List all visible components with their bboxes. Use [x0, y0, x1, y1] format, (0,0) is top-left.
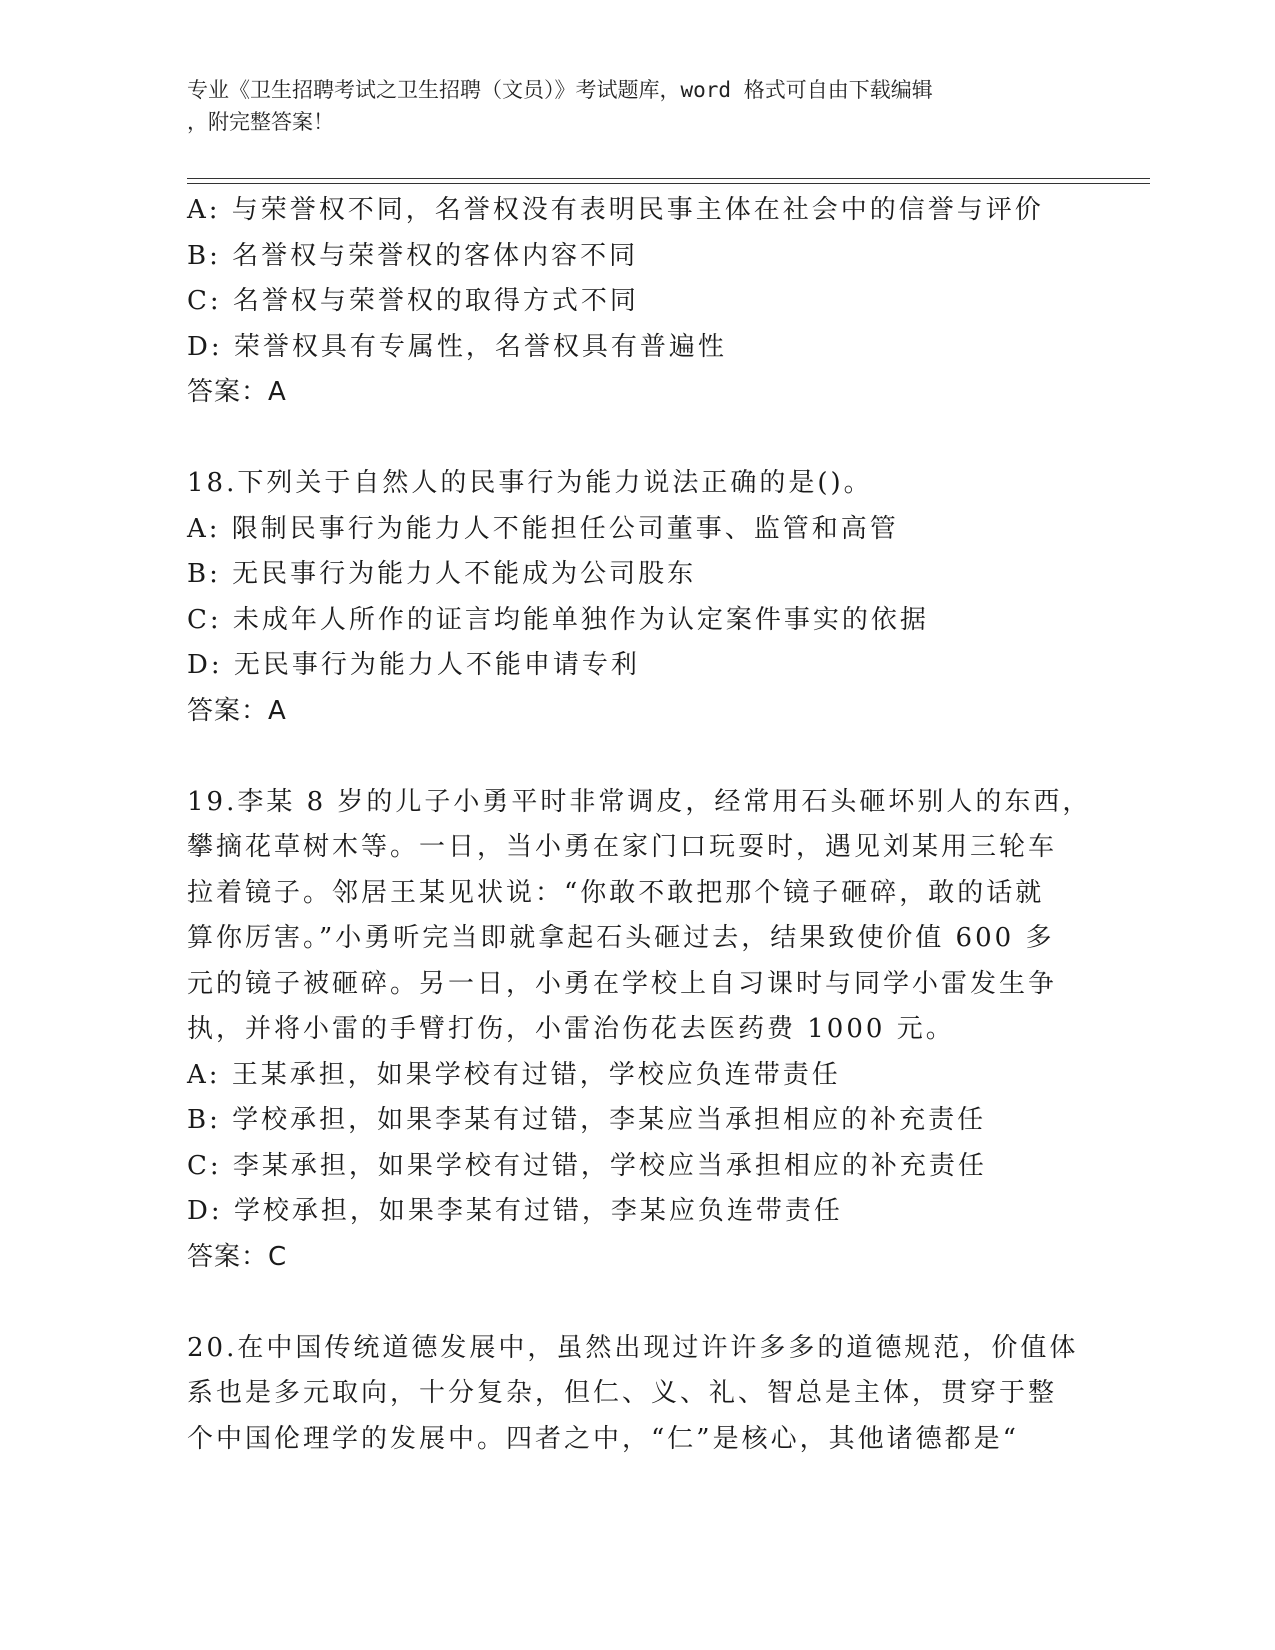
question-20: [187, 1326, 1087, 1463]
header-line-2: ，附完整答案！: [187, 110, 334, 134]
option-b: B: 学校承担，如果李某有过错，李某应当承担相应的补充责任: [187, 1105, 987, 1135]
option-a: A: 王某承担，如果学校有过错，学校应负连带责任: [187, 1059, 841, 1090]
spacer: [187, 416, 1087, 462]
answer: 答案：A: [187, 377, 287, 407]
question-19: [187, 780, 1092, 1281]
question-18: [187, 461, 1087, 734]
option-c: C: 未成年人所作的证言均能单独作为认定案件事实的依据: [187, 604, 929, 635]
option-d: D: 学校承担，如果李某有过错，李某应负连带责任: [187, 1196, 843, 1226]
option-b: B: 名誉权与荣誉权的客体内容不同: [187, 240, 639, 271]
header-divider-top: [187, 178, 1150, 179]
question-stem-line: 系也是多元取向，十分复杂，但仁、义、礼、智总是主体，贯穿于整: [187, 1378, 1058, 1408]
header-divider-bottom: [187, 183, 1150, 184]
document-body: [187, 188, 1092, 1462]
question-stem-line: 攀摘花草树木等。一日，当小勇在家门口玩耍时，遇见刘某用三轮车: [187, 832, 1058, 862]
question-stem: 18.下列关于自然人的民事行为能力说法正确的是()。: [187, 468, 873, 498]
option-c: C: 李某承担，如果学校有过错，学校应当承担相应的补充责任: [187, 1150, 987, 1181]
question-stem-line: 执，并将小雷的手臂打伤，小雷治伤花去医药费 1000 元。: [187, 1014, 955, 1044]
spacer: [187, 734, 1087, 780]
question-17: [187, 188, 1087, 416]
spacer: [187, 1280, 1087, 1326]
option-a: A: 限制民事行为能力人不能担任公司董事、监管和高管: [187, 513, 899, 544]
question-stem-line: 20.在中国传统道德发展中，虽然出现过许许多多的道德规范，价值体: [187, 1332, 1079, 1363]
header-line-1: 专业《卫生招聘考试之卫生招聘（文员）》考试题库，word 格式可自由下载编辑: [187, 78, 933, 102]
question-stem-line: 19.李某 8 岁的儿子小勇平时非常调皮，经常用石头砸坏别人的东西，: [187, 786, 1092, 817]
question-stem-line: 算你厉害。”小勇听完当即就拿起石头砸过去，结果致使价值 600 多: [187, 923, 1055, 953]
option-b: B: 无民事行为能力人不能成为公司股东: [187, 559, 697, 589]
option-d: D: 荣誉权具有专属性，名誉权具有普遍性: [187, 331, 727, 362]
question-stem-line: 拉着镜子。邻居王某见状说：“你敢不敢把那个镜子砸碎，敢的话就: [187, 877, 1045, 908]
answer: 答案：A: [187, 695, 287, 726]
answer: 答案：C: [187, 1241, 288, 1272]
question-stem-line: 个中国伦理学的发展中。四者之中，“仁”是核心，其他诸德都是“: [187, 1423, 1019, 1454]
document-header: [187, 74, 1067, 138]
option-c: C: 名誉权与荣誉权的取得方式不同: [187, 286, 639, 316]
option-d: D: 无民事行为能力人不能申请专利: [187, 650, 640, 680]
option-a: A: 与荣誉权不同，名誉权没有表明民事主体在社会中的信誉与评价: [187, 195, 1044, 225]
question-stem-line: 元的镜子被砸碎。另一日，小勇在学校上自习课时与同学小雷发生争: [187, 968, 1058, 999]
